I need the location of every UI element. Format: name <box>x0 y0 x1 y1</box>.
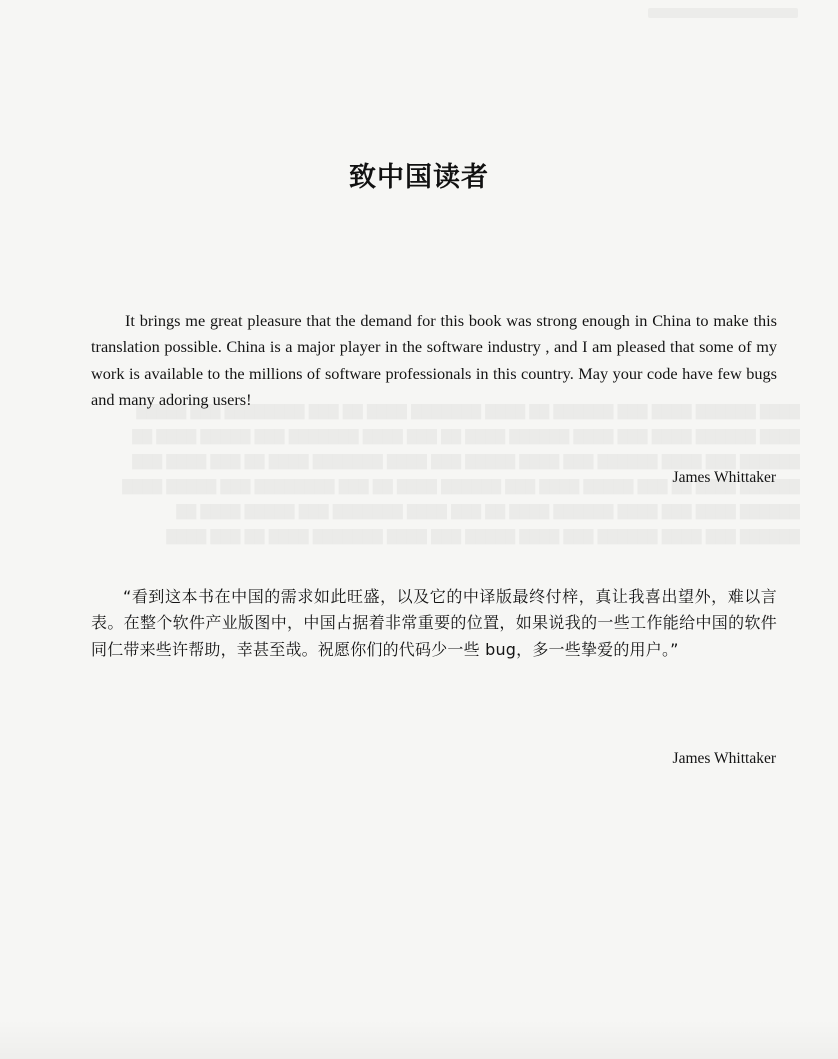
chinese-signature: James Whittaker <box>672 750 776 767</box>
english-message-paragraph: It brings me great pleasure that the demand for this book was strong enough in China to make this translation possible. China is a major player in the software industry , and I am pleased that some of my work is available to the millions of software professionals in this country. May your code have few bugs and many adoring users! <box>91 311 777 409</box>
page-title: 致中国读者 <box>349 162 489 194</box>
page-bottom-shading <box>0 1019 838 1059</box>
chinese-message-paragraph: “看到这本书在中国的需求如此旺盛，以及它的中译版最终付梓，真让我喜出望外，难以言表。在整个软件产业版图中，中国占据着非常重要的位置，如果说我的一些工作能给中国的软件同仁带来些许帮助，幸甚至哉。祝愿你们的代码少一些 bug，多一些挚爱的用户。” <box>91 587 777 659</box>
header-bleed-mark <box>648 8 798 18</box>
english-signature: James Whittaker <box>672 469 776 486</box>
